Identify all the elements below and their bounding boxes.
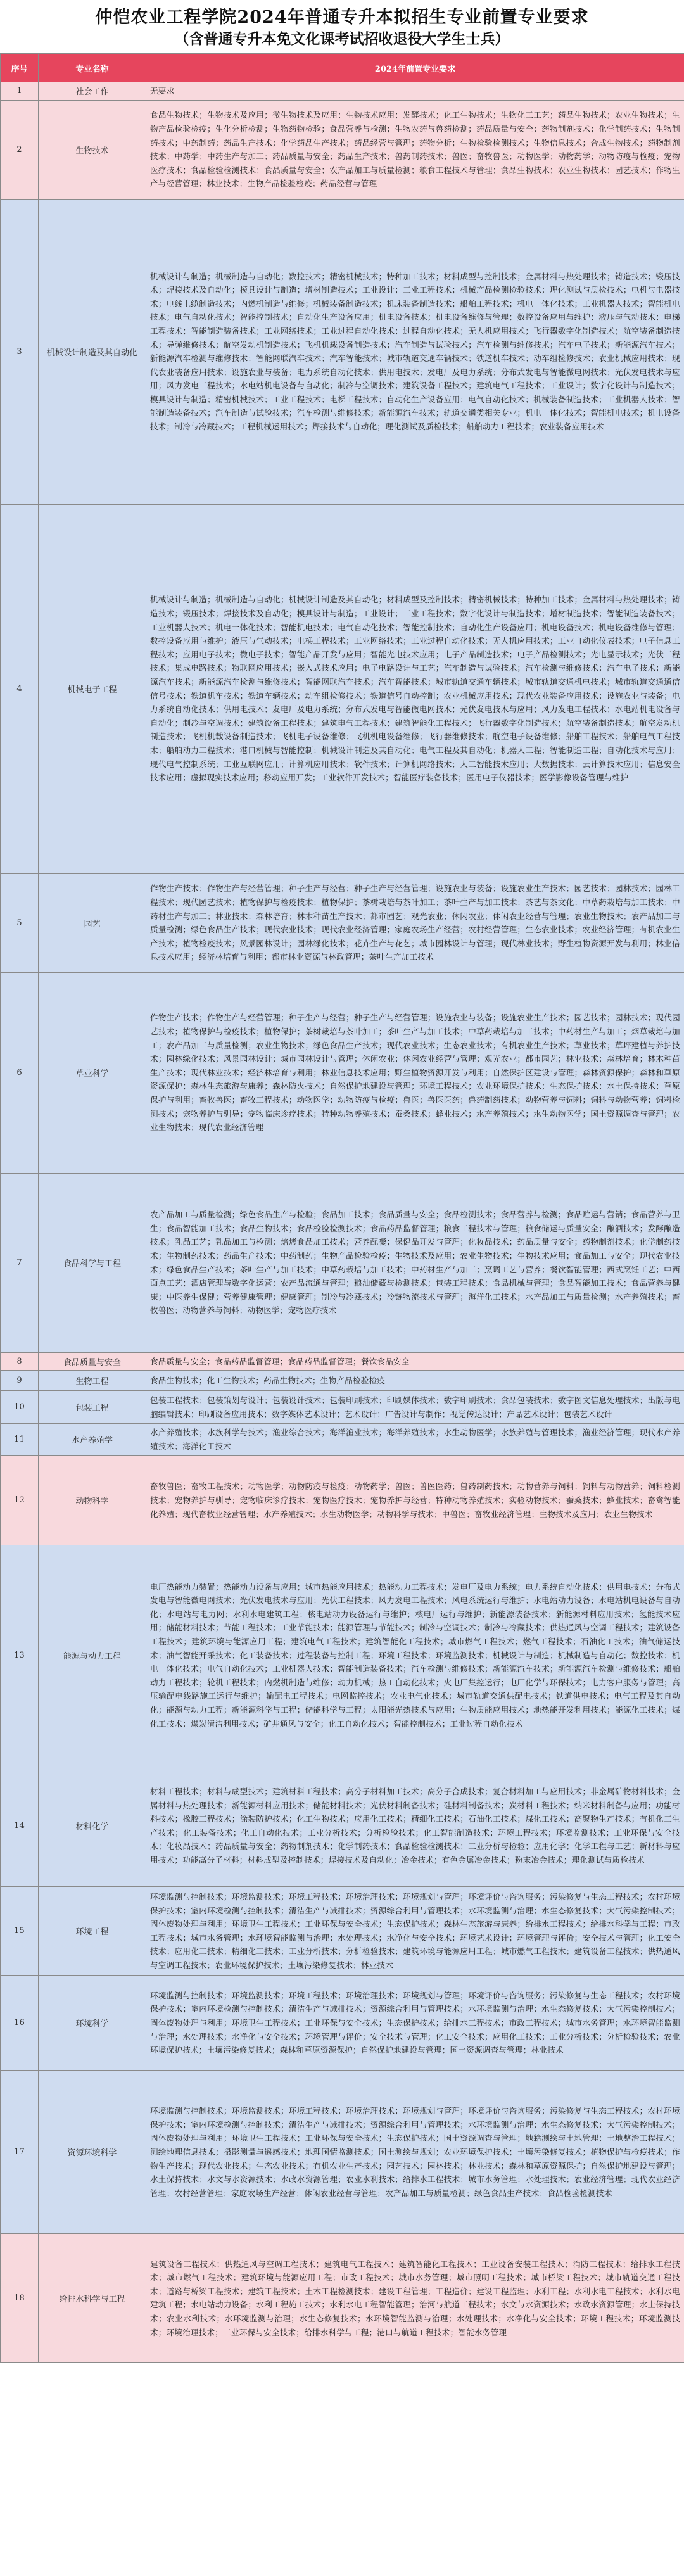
row-number: 6 <box>1 972 39 1173</box>
row-number: 9 <box>1 1371 39 1391</box>
table-row <box>1 1424 684 1456</box>
table-row <box>1 1391 684 1424</box>
table-row <box>1 1173 684 1352</box>
major-name: 食品质量与安全 <box>39 1352 146 1371</box>
table-row <box>1 82 684 101</box>
row-number: 8 <box>1 1352 39 1371</box>
major-name: 草业科学 <box>39 972 146 1173</box>
table-row <box>1 873 684 972</box>
major-name: 机械电子工程 <box>39 504 146 873</box>
table-row <box>1 972 684 1173</box>
prerequisite-majors: 食品生物技术；生物技术及应用；微生物技术及应用；生物技术应用；发酵技术；化工生物技术；生物化工工艺；药品生物技术；农业生物技术；生物产品检验检疫；生化分析检测；生物药物检验；食品营养与检测；生物农药与兽药检测；药品质量与安全；药物制剂技术；化学制药技术；生物制药技术；中药制药；药品生产技术；化学药品生产技术；药品经营与管理；药物分析；生物检验检测技术；生物信息技术；合成生物技术；药物制剂技术；中药学；中药生产与加工；药品质量与安全；药品生产技术；兽药制药技术；兽医；畜牧兽医；动物医学；动物药学；动物防疫与检疫；宠物医疗技术；食品检验检测技术；食品质量与安全；农产品加工与质量检测；粮食工程技术与管理；食品生物技术；农业生物技术；园艺技术；作物生产与经营管理；林业技术；生物产品检验检疫；药品经营与管理 <box>146 100 684 199</box>
row-number: 1 <box>1 82 39 101</box>
prerequisite-majors: 食品生物技术；化工生物技术；药品生物技术；生物产品检验检疫 <box>146 1371 684 1391</box>
prerequisite-majors: 材料工程技术；材料与成型技术；建筑材料工程技术；高分子材料加工技术；高分子合成技术；复合材料加工与应用技术；非金属矿物材料技术；金属材料与热处理技术；新能源材料应用技术；储能材料技术；光伏材料制备技术；硅材料制备技术；炭材料工程技术；纳米材料制备与应用；功能材料技术；橡胶工程技术；涂装防护技术；化工生物技术；应用化工技术；精细化工技术；石油化工技术；煤化工技术；高聚物生产技术；有机化工生产技术；化工装备技术；化工自动化技术；工业分析技术；分析检验技术；化工智能制造技术；环境工程技术；环境监测技术；工业环保与安全技术；化妆品技术；药品质量与安全；药物制剂技术；化学制药技术；食品检验检测技术；工业分析与检验；应用化学；化学工程与工艺；新材料与应用技术；功能高分子材料；材料成型及控制技术；焊接技术及自动化；冶金技术；有色金属冶金技术；粉末冶金技术；理化测试与质检技术 <box>146 1765 684 1887</box>
major-name: 包装工程 <box>39 1391 146 1424</box>
major-name: 动物科学 <box>39 1456 146 1545</box>
prerequisite-majors: 包装工程技术；包装策划与设计；包装设计技术；包装印刷技术；印刷媒体技术；数字印刷技术；食品包装技术；数字图文信息处理技术；出版与电脑编辑技术；印刷设备应用技术；数字媒体艺术设计；艺术设计；广告设计与制作；视觉传达设计；产品艺术设计；包装艺术设计 <box>146 1391 684 1424</box>
requirements-table <box>0 53 684 2363</box>
row-number: 5 <box>1 873 39 972</box>
major-name: 机械设计制造及其自动化 <box>39 199 146 504</box>
row-number: 2 <box>1 100 39 199</box>
table-row <box>1 199 684 504</box>
prerequisite-majors: 环境监测与控制技术；环境监测技术；环境工程技术；环境治理技术；环境规划与管理；环境评价与咨询服务；污染修复与生态工程技术；农村环境保护技术；室内环境检测与控制技术；清洁生产与减排技术；资源综合利用与管理技术；水环境监测与治理；水生态修复技术；大气污染控制技术；固体废物处理与利用；环境卫生工程技术；工业环保与安全技术；生态保护技术；国土资源调查与管理；地籍测绘与土地管理；土地整治工程技术；测绘地理信息技术；摄影测量与遥感技术；地理国情监测技术；国土测绘与规划；农业环境保护技术；土壤污染修复技术；植物保护与检疫技术；作物生产技术；现代农业技术；生态农业技术；有机农业生产技术；园艺技术；园林技术；林业技术；森林和草原资源保护；自然保护地建设与管理；水土保持技术；水文与水资源技术；水政水资源管理；农业水利技术；给排水工程技术；城市水务管理；水处理技术；农业经济管理；现代农业经济管理；农村经营管理；家庭农场生产经营；休闲农业经营与管理；农产品加工与质量检测；绿色食品生产技术；食品检验检测技术 <box>146 2071 684 2234</box>
prerequisite-majors: 无要求 <box>146 82 684 101</box>
prerequisite-majors: 电厂热能动力装置；热能动力设备与应用；城市热能应用技术；热能动力工程技术；发电厂及电力系统；电力系统自动化技术；供用电技术；分布式发电与智能微电网技术；光伏发电技术与应用；光伏工程技术；风力发电工程技术；风电系统运行与维护；水电站动力设备；水电站机电设备与自动化；水电站与电力网；水利水电建筑工程；核电站动力设备运行与维护；核电厂运行与维护；新能源装备技术；新能源材料应用技术；氢能技术应用；储能材料技术；节能工程技术；工业节能技术；能源管理与节能技术；制冷与空调技术；制冷与冷藏技术；供热通风与空调工程技术；建筑设备工程技术；建筑环境与能源应用工程；建筑电气工程技术；建筑智能化工程技术；城市燃气工程技术；燃气工程技术；石油化工技术；油气储运技术；油气智能开采技术；化工装备技术；过程装备与控制工程；环境工程技术；环境监测技术；机械设计与制造；机械制造与自动化；数控技术；机电一体化技术；电气自动化技术；工业机器人技术；智能制造装备技术；汽车检测与维修技术；新能源汽车技术；新能源汽车检测与维修技术；船舶动力工程技术；轮机工程技术；内燃机制造与维修；动力机械；热工自动化技术；火电厂集控运行；电厂化学与环保技术；电力客户服务与管理；高压输配电线路施工运行与维护；输配电工程技术；电网监控技术；农业电气化技术；城市轨道交通供配电技术；铁道供电技术；电气工程及其自动化；能源与动力工程；新能源科学与工程；储能科学与工程；太阳能光热技术与应用；生物质能应用技术；地热能开发利用技术；能源化工技术；煤化工技术；煤炭清洁利用技术；矿井通风与安全；化工自动化技术；智能控制技术；工业过程自动化技术 <box>146 1545 684 1765</box>
row-number: 16 <box>1 1976 39 2071</box>
major-name: 水产养殖学 <box>39 1424 146 1456</box>
table-row <box>1 1545 684 1765</box>
major-name: 环境工程 <box>39 1887 146 1976</box>
header-requirement: 2024年前置专业要求 <box>146 54 684 82</box>
row-number: 15 <box>1 1887 39 1976</box>
major-name: 资源环境科学 <box>39 2071 146 2234</box>
title-block <box>0 0 684 53</box>
prerequisite-majors: 畜牧兽医；畜牧工程技术；动物医学；动物防疫与检疫；动物药学；兽医；兽医医药；兽药制药技术；动物营养与饲料；饲料与动物营养；饲料检测技术；宠物养护与驯导；宠物临床诊疗技术；宠物医疗技术；宠物养护与经营；特种动物养殖技术；实验动物技术；蚕桑技术；蜂业技术；畜禽智能化养殖；现代畜牧业经营管理；水产养殖技术；水生动物医学；动物科学与技术；中兽医；畜牧业经济管理；生物技术及应用；农业生物技术 <box>146 1456 684 1545</box>
major-name: 环境科学 <box>39 1976 146 2071</box>
prerequisite-majors: 作物生产技术；作物生产与经营管理；种子生产与经营；种子生产与经营管理；设施农业与装备；设施农业生产技术；园艺技术；园林技术；现代园艺技术；植物保护与检疫技术；植物保护；茶树栽培与茶叶加工；茶叶生产与加工技术；中草药栽培与加工技术；中药材生产与加工；烟草栽培与加工；农产品加工与质量检测；农业生物技术；绿色食品生产技术；现代农业技术；生态农业技术；有机农业生产技术；草业技术；草坪建植与养护技术；园林绿化技术；风景园林设计；城市园林设计与管理；休闲农业；休闲农业经营与管理；观光农业；都市园艺；林业技术；森林培育；林木种苗生产技术；现代林业技术；经济林培育与利用；林业信息技术应用；野生植物资源开发与利用；自然保护区建设与管理；森林资源保护；森林和草原资源保护；森林生态旅游与康养；森林防火技术；自然保护地建设与管理；环境工程技术；农业环境保护技术；生态保护技术；水土保持技术；草原保护与利用；畜牧兽医；畜牧工程技术；动物医学；动物防疫与检疫；兽医；兽医医药；兽药制药技术；动物营养与饲料；饲料与动物营养；饲料检测技术；宠物养护与驯导；宠物临床诊疗技术；特种动物养殖技术；蚕桑技术；蜂业技术；水产养殖技术；水生动物医学；国土资源调查与管理；农业生物技术；现代农业经济管理 <box>146 972 684 1173</box>
header-major: 专业名称 <box>39 54 146 82</box>
row-number: 3 <box>1 199 39 504</box>
prerequisite-majors: 食品质量与安全；食品药品监督管理；食品药品监督管理；餐饮食品安全 <box>146 1352 684 1371</box>
prerequisite-majors: 环境监测与控制技术；环境监测技术；环境工程技术；环境治理技术；环境规划与管理；环境评价与咨询服务；污染修复与生态工程技术；农村环境保护技术；室内环境检测与控制技术；清洁生产与减排技术；资源综合利用与管理技术；水环境监测与治理；水生态修复技术；大气污染控制技术；固体废物处理与利用；环境卫生工程技术；工业环保与安全技术；生态保护技术；森林生态旅游与康养；给排水工程技术；给排水科学与工程；市政工程技术；城市水务管理；水环境智能监测与治理；水处理技术；水净化与安全技术；环境艺术设计；环境管理与评价；安全技术与管理；化工安全技术；应用化工技术；精细化工技术；工业分析技术；分析检验技术；建筑环境与能源应用工程；城市燃气工程技术；建筑设备工程技术；供热通风与空调工程技术；农业环境保护技术；土壤污染修复技术；林业技术 <box>146 1887 684 1976</box>
table-row <box>1 1352 684 1371</box>
row-number: 17 <box>1 2071 39 2234</box>
row-number: 12 <box>1 1456 39 1545</box>
prerequisite-majors: 作物生产技术；作物生产与经营管理；种子生产与经营；种子生产与经营管理；设施农业与装备；设施农业生产技术；园艺技术；园林技术；园林工程技术；现代园艺技术；植物保护与检疫技术；植物保护；茶树栽培与茶叶加工；茶叶生产与加工技术；茶艺与茶文化；中草药栽培与加工技术；中药材生产与加工；林业技术；森林培育；林木种苗生产技术；都市园艺；观光农业；休闲农业；休闲农业经营与管理；农业生物技术；农产品加工与质量检测；绿色食品生产技术；现代农业技术；现代农业经济管理；家庭农场生产经营；农村经营管理；生态农业技术；农业经济管理；有机农业生产技术；植物检疫技术；风景园林设计；园林绿化技术；花卉生产与花艺；城市园林设计与管理；现代林业技术；野生植物资源开发与利用；林业信息技术应用；经济林培育与利用；都市林业资源与林政管理；茶叶生产加工技术 <box>146 873 684 972</box>
table-row <box>1 2234 684 2363</box>
major-name: 能源与动力工程 <box>39 1545 146 1765</box>
prerequisite-majors: 水产养殖技术；水族科学与技术；渔业综合技术；海洋渔业技术；海洋养殖技术；水生动物医学；水族养殖与管理技术；渔业经济管理；现代水产养殖技术；海洋化工技术 <box>146 1424 684 1456</box>
row-number: 4 <box>1 504 39 873</box>
prerequisite-majors: 机械设计与制造；机械制造与自动化；数控技术；精密机械技术；特种加工技术；材料成型与控制技术；金属材料与热处理技术；铸造技术；锻压技术；焊接技术及自动化；模具设计与制造；增材制造技术；工业设计；工业工程技术；机械产品检测检验技术；理化测试与质检技术；电机与电器技术；电线电缆制造技术；内燃机制造与维修；机械装备制造技术；机床装备制造技术；船舶工程技术；机电一体化技术；工业机器人技术；智能机电技术；电气自动化技术；智能控制技术；自动化生产设备应用；机电设备技术；机电设备维修与管理；数控设备应用与维护；液压与气动技术；电梯工程技术；智能制造装备技术；工业网络技术；工业过程自动化技术；过程自动化技术；无人机应用技术；飞行器数字化制造技术；航空装备制造技术；导弹维修技术；航空发动机制造技术；飞机机载设备制造技术；汽车制造与试验技术；汽车检测与维修技术；汽车电子技术；新能源汽车技术；新能源汽车检测与维修技术；智能网联汽车技术；汽车智能技术；城市轨道交通车辆技术；铁道机车技术；动车组检修技术；农业机械应用技术；现代农业装备应用技术；设施农业与装备；电力系统自动化技术；供用电技术；发电厂及电力系统；分布式发电与智能微电网技术；光伏发电技术与应用；风力发电工程技术；水电站机电设备与自动化；制冷与空调技术；建筑设备工程技术；建筑电气工程技术；工业设计；数字化设计与制造技术；模具设计与制造；精密机械技术；工业工程技术；电梯工程技术；自动化生产设备应用；电气自动化技术；机械装备制造技术；工业机器人技术；智能制造装备技术；汽车制造与试验技术；汽车检测与维修技术；新能源汽车技术；轨道交通类相关专业；机电一体化技术；智能机电技术；机电设备技术；制冷与冷藏技术；工程机械运用技术；焊接技术与自动化；理化测试及质检技术；船舶动力工程技术；农业装备应用技术 <box>146 199 684 504</box>
prerequisite-majors: 建筑设备工程技术；供热通风与空调工程技术；建筑电气工程技术；建筑智能化工程技术；工业设备安装工程技术；消防工程技术；给排水工程技术；城市燃气工程技术；建筑环境与能源应用工程；市政工程技术；城市水务管理；城市照明工程技术；城市桥梁工程技术；城市轨道交通工程技术；道路与桥梁工程技术；建筑工程技术；土木工程检测技术；建设工程管理；工程造价；建设工程监理；水利工程；水利水电工程技术；水利水电建筑工程；水电站动力设备；水利工程施工技术；水利水电工程智能管理；治河与航道工程技术；水文与水资源技术；水政水资源管理；水土保持技术；农业水利技术；水环境监测与治理；水生态修复技术；水环境智能监测与治理；水处理技术；水净化与安全技术；环境工程技术；环境监测技术；环境治理技术；工业环保与安全技术；给排水科学与工程；港口与航道工程技术；智能水务管理 <box>146 2234 684 2363</box>
table-row <box>1 1371 684 1391</box>
table-row <box>1 504 684 873</box>
row-number: 14 <box>1 1765 39 1887</box>
major-name: 园艺 <box>39 873 146 972</box>
table-body <box>1 82 684 2363</box>
prerequisite-majors: 机械设计与制造；机械制造与自动化；机械设计制造及其自动化；材料成型及控制技术；精密机械技术；特种加工技术；金属材料与热处理技术；铸造技术；锻压技术；焊接技术及自动化；模具设计与制造；工业设计；工业工程技术；数字化设计与制造技术；增材制造技术；智能制造装备技术；工业机器人技术；机电一体化技术；智能机电技术；电气自动化技术；智能控制技术；自动化生产设备应用；机电设备技术；机电设备维修与管理；数控设备应用与维护；液压与气动技术；电梯工程技术；工业网络技术；工业过程自动化技术；无人机应用技术；工业自动化仪表技术；电子信息工程技术；应用电子技术；微电子技术；智能产品开发与应用；智能光电技术应用；电子产品制造技术；电子产品检测技术；光电显示技术；光伏工程技术；集成电路技术；物联网应用技术；嵌入式技术应用；电子电路设计与工艺；汽车制造与试验技术；汽车检测与维修技术；汽车电子技术；新能源汽车技术；新能源汽车检测与维修技术；智能网联汽车技术；汽车智能技术；城市轨道交通车辆技术；城市轨道交通机电技术；城市轨道交通通信信号技术；铁道机车技术；铁道车辆技术；动车组检修技术；铁道信号自动控制；农业机械应用技术；现代农业装备应用技术；设施农业与装备；电力系统自动化技术；供用电技术；发电厂及电力系统；分布式发电与智能微电网技术；光伏发电技术与应用；风力发电工程技术；水电站机电设备与自动化；制冷与空调技术；建筑设备工程技术；建筑电气工程技术；建筑智能化工程技术；飞行器数字化制造技术；航空装备制造技术；航空发动机制造技术；飞机机载设备制造技术；飞机电子设备维修；飞机机电设备维修；飞行器维修技术；航空电子设备维修；船舶工程技术；船舶电气工程技术；船舶动力工程技术；港口机械与智能控制；机械设计制造及其自动化；电气工程及其自动化；机器人工程；智能制造工程；自动化技术与应用；现代电气控制系统；工业互联网应用；计算机应用技术；软件技术；计算机网络技术；人工智能技术应用；大数据技术；云计算技术应用；信息安全技术应用；虚拟现实技术应用；移动应用开发；工业软件开发技术；智能医疗装备技术；医用电子仪器技术；医学影像设备管理与维护 <box>146 504 684 873</box>
row-number: 18 <box>1 2234 39 2363</box>
table-row <box>1 1976 684 2071</box>
table-row <box>1 1456 684 1545</box>
table-row <box>1 2071 684 2234</box>
row-number: 7 <box>1 1173 39 1352</box>
header-no: 序号 <box>1 54 39 82</box>
prerequisite-majors: 农产品加工与质量检测；绿色食品生产与检验；食品加工技术；食品质量与安全；食品检测技术；食品营养与检测；食品贮运与营销；食品营养与卫生；食品智能加工技术；食品生物技术；食品检验检测技术；食品药品监督管理；粮食工程技术与管理；粮食储运与质量安全；酿酒技术；发酵酿造技术；乳品工艺；乳品加工与检测；焙烤食品加工技术；营养配餐；保健品开发与管理；化妆品技术；药品质量与安全；药物制剂技术；化学制药技术；生物制药技术；药品生产技术；中药制药；生物产品检验检疫；生物技术及应用；农业生物技术；生物技术应用；食品加工与安全；现代农业技术；绿色食品生产技术；茶叶生产与加工技术；中草药栽培与加工技术；中药材生产与加工；烹调工艺与营养；餐饮智能管理；西式烹饪工艺；中西面点工艺；酒店管理与数字化运营；农产品流通与管理；粮油储藏与检测技术；包装工程技术；食品机械与管理；食品智能加工技术；食品营养与健康；中医养生保健；营养健康管理；健康管理；制冷与冷藏技术；冷链物流技术与管理；海洋化工技术；水产品加工与质量检测；水产养殖技术；畜牧兽医；动物营养与饲料；动物医学；宠物医疗技术 <box>146 1173 684 1352</box>
table-row <box>1 100 684 199</box>
table-row <box>1 1765 684 1887</box>
row-number: 11 <box>1 1424 39 1456</box>
page-subtitle: （含普通专升本免文化课考试招收退役大学生士兵） <box>174 30 510 48</box>
major-name: 食品科学与工程 <box>39 1173 146 1352</box>
row-number: 13 <box>1 1545 39 1765</box>
major-name: 生物技术 <box>39 100 146 199</box>
table-header-row <box>1 54 684 82</box>
page-title: 仲恺农业工程学院2024年普通专升本拟招生专业前置专业要求 <box>95 8 589 27</box>
prerequisite-majors: 环境监测与控制技术；环境监测技术；环境工程技术；环境治理技术；环境规划与管理；环境评价与咨询服务；污染修复与生态工程技术；农村环境保护技术；室内环境检测与控制技术；清洁生产与减排技术；资源综合利用与管理技术；水环境监测与治理；水生态修复技术；大气污染控制技术；固体废物处理与利用；环境卫生工程技术；工业环保与安全技术；生态保护技术；给排水工程技术；市政工程技术；城市水务管理；水环境智能监测与治理；水处理技术；水净化与安全技术；环境管理与评价；安全技术与管理；化工安全技术；应用化工技术；工业分析技术；分析检验技术；农业环境保护技术；土壤污染修复技术；森林和草原资源保护；自然保护地建设与管理；国土资源调查与管理；林业技术 <box>146 1976 684 2071</box>
major-name: 生物工程 <box>39 1371 146 1391</box>
major-name: 给排水科学与工程 <box>39 2234 146 2363</box>
major-name: 材料化学 <box>39 1765 146 1887</box>
major-name: 社会工作 <box>39 82 146 101</box>
table-row <box>1 1887 684 1976</box>
row-number: 10 <box>1 1391 39 1424</box>
